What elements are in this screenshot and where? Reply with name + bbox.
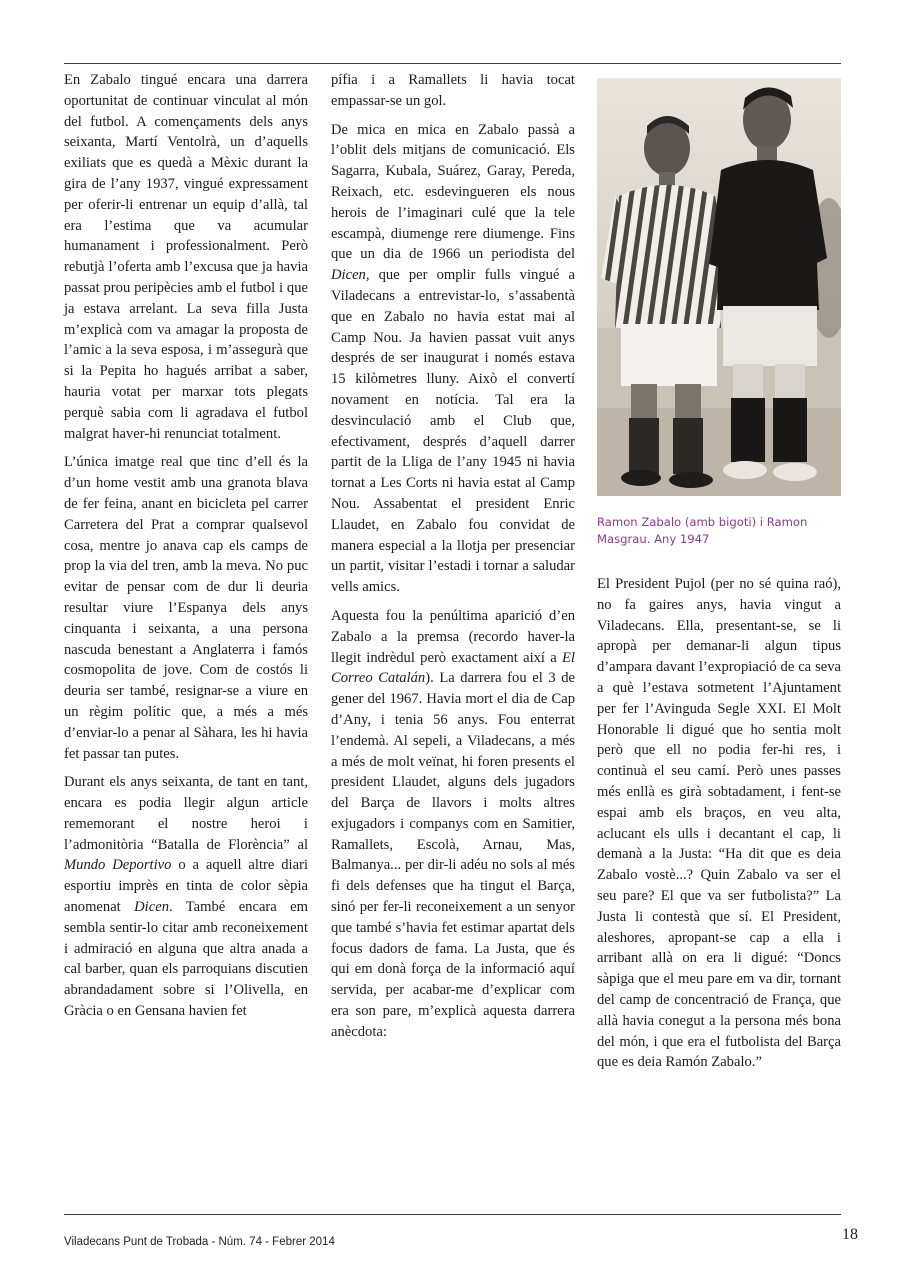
paragraph-text: En Zabalo tingué encara una darrera oportunitat de continuar vinculat al món del futbol. A començaments dels anys seixanta, Martí Ventolrà, un d’aquells exiliats que es quedà a Mèxic durant la gira de l’any 1937, vingué expressament per oferir-li entrenar un equip d’allà, tal era l’estima que va acumular humanament i professionalment. Però rebutjà l’oferta amb l’excusa que ja havia passat prou peripècies amb el futbol i que ja estava arrelant. La seva filla Justa m’explicà com va amagar la proposta de l’amic a la seva esposa, i m’assegurà que si la Pepita ho hagués arribat a saber, hauria votat per marxar tots plegats perquè sabia com li agradava el futbol malgrat haver-hi renunciat totalment. xyxy=(64,72,308,442)
newspaper-title: Dicen xyxy=(331,267,366,284)
paragraph-text: Durant els anys seixanta, de tant en tant, encara es podia llegir algun article rememorant el nostre heroi i l’admonitòria “Batalla de Florència” al xyxy=(64,774,308,853)
paragraph xyxy=(331,70,575,112)
paragraph xyxy=(64,452,308,764)
paragraph xyxy=(64,70,308,444)
paragraph-text: El President Pujol (per no sé quina raó), no fa gaires anys, havia vingut a Viladecans. Ella, presentant-se, se li apropà per demanar-li algun tipus d’ampara davant l’expropiació de ca seva a què l’estava sotmetent l’Ajuntament per fer l’Avinguda Segle XXI. El Molt Honorable li digué que ho sentia molt però que ell no podia fer-hi res, i continuà el seu camí. Però unes passes més enllà es girà sobtadament, i fent-se espai amb els braços, en veu alta, aclucant els ulls i decantant el cap, li demanà a la Justa: “Ha dit que es deia Zabalo vostè...? Quin Zabalo va ser el seu pare? El que va ser futbolista?” La Justa li contestà que sí. El President, aleshores, apropant-se cap a ella i arribant allà on era li digué: “Doncs sàpiga que el meu pare em va dir, tornant del camp de concentració de França, que allà havia conegut a la persona més bona del món, i que era el futbolista del Barça que es deia Ramón Zabalo.” xyxy=(597,576,841,1071)
text-column-1 xyxy=(64,70,308,1030)
historical-photo xyxy=(597,78,841,496)
paragraph-text: , que per omplir fulls vingué a Viladecans a entrevistar-lo, s’assabentà que en Zabalo no havia estat mai al Camp Nou. Ja havien passat vuit anys després de ser inaugurat i només estava 15 kilòmetres lluny. Això el convertí novament en notícia. Tal era la desvinculació amb el Club que, efectivament, després d’aquell darrer partit de la Lliga de l’any 1945 ni havia tornat a Les Corts ni havia estat al Camp Nou. Assabentat el president Enric Llaudet, en Zabalo fou convidat de manera especial a la llotja per presenciar un partit, visitar l’estadi i tornar a saludar vells amics. xyxy=(331,267,575,596)
text-column-2 xyxy=(331,70,575,1051)
paragraph-text: . També encara em sembla sentir-lo citar amb reconeixement i admiració en alguna que altra anada a cal barber, quan els parroquians discutien abrandadament sobre si l’Olivella, en Gràcia o en Gensana havien fet xyxy=(64,899,308,1020)
footer-publication: Viladecans Punt de Trobada - Núm. 74 - Febrer 2014 xyxy=(64,1236,335,1248)
newspaper-title: Mundo Deportivo xyxy=(64,857,172,874)
paragraph-text: De mica en mica en Zabalo passà a l’oblit dels mitjans de comunicació. Els Sagarra, Kubala, Suárez, Garay, Pereda, Reixach, etc. esdevingueren els nous herois de l’imaginari culé que la tele escampà, diumenge rere diumenge. Fins que un dia de 1966 un periodista del xyxy=(331,121,575,263)
paragraph-text: pífia i a Ramallets li havia tocat empassar-se un gol. xyxy=(331,72,575,109)
paragraph-text: ). La darrera fou el 3 de gener del 1967. Havia mort el dia de Cap d’Any, i tenia 56 anys. Fou enterrat l’endemà. Al sepeli, a Viladecans, a més a més de molt veïnat, hi foren presents el president Llaudet, alguns dels jugadors del Barça de llavors i molts altres exjugadors i companys com en Samitier, Ramallets, Escolà, Arnau, Mas, Balmanya... per dir-li adéu no sols al més fi dels defenses que ha tingut el Barça, sinó per fer-li reconeixement a un senyor que també s’havia fet estimar apartat dels focus dadors de fama. La Justa, que és qui em donà força de la informació aquí servida, per acabar-me d’explicar com era son pare, m’explicà aquesta darrera anècdota: xyxy=(331,670,575,1040)
paragraph-text: o a aquell altre diari esportiu imprès en tinta de color sèpia anomenat xyxy=(64,857,309,916)
paragraph-text: Aquesta fou la penúltima aparició d’en Zabalo a la premsa (recordo haver-la llegit indrèdul però exactament així a xyxy=(331,607,575,666)
paragraph xyxy=(597,574,841,1073)
paragraph-text: L’única imatge real que tinc d’ell és la d’un home vestit amb una granota blava de fer feina, anant en bicicleta pel carrer Carretera del Prat a comprar qualsevol cosa, mentre jo anava cap els camps de prop la via del tren, amb la meva. No puc evitar de pensar com de dur li deuria resultar viure l’Espanya dels anys cinquanta i seixanta, a una persona nascuda benestant a Anglaterra i famós cosmopolita de jove. Com de costós li deuria ser també, resignar-se a viure en un règim polític que, a més a més d’enviar-lo a penar al Sàhara, les hi havia fet passar tan putes. xyxy=(64,454,308,762)
paragraph xyxy=(64,772,308,1022)
paragraph xyxy=(331,606,575,1043)
text-column-3 xyxy=(597,574,841,1081)
page-number: 18 xyxy=(842,1226,858,1243)
photo-caption: Ramon Zabalo (amb bigoti) i Ramon Masgrau. Any 1947 xyxy=(597,515,808,546)
newspaper-title: Dicen xyxy=(134,899,169,916)
paragraph xyxy=(331,120,575,598)
top-rule xyxy=(64,63,841,64)
newspaper-title: El Correo Catalán xyxy=(331,649,575,687)
bottom-rule xyxy=(64,1214,841,1215)
